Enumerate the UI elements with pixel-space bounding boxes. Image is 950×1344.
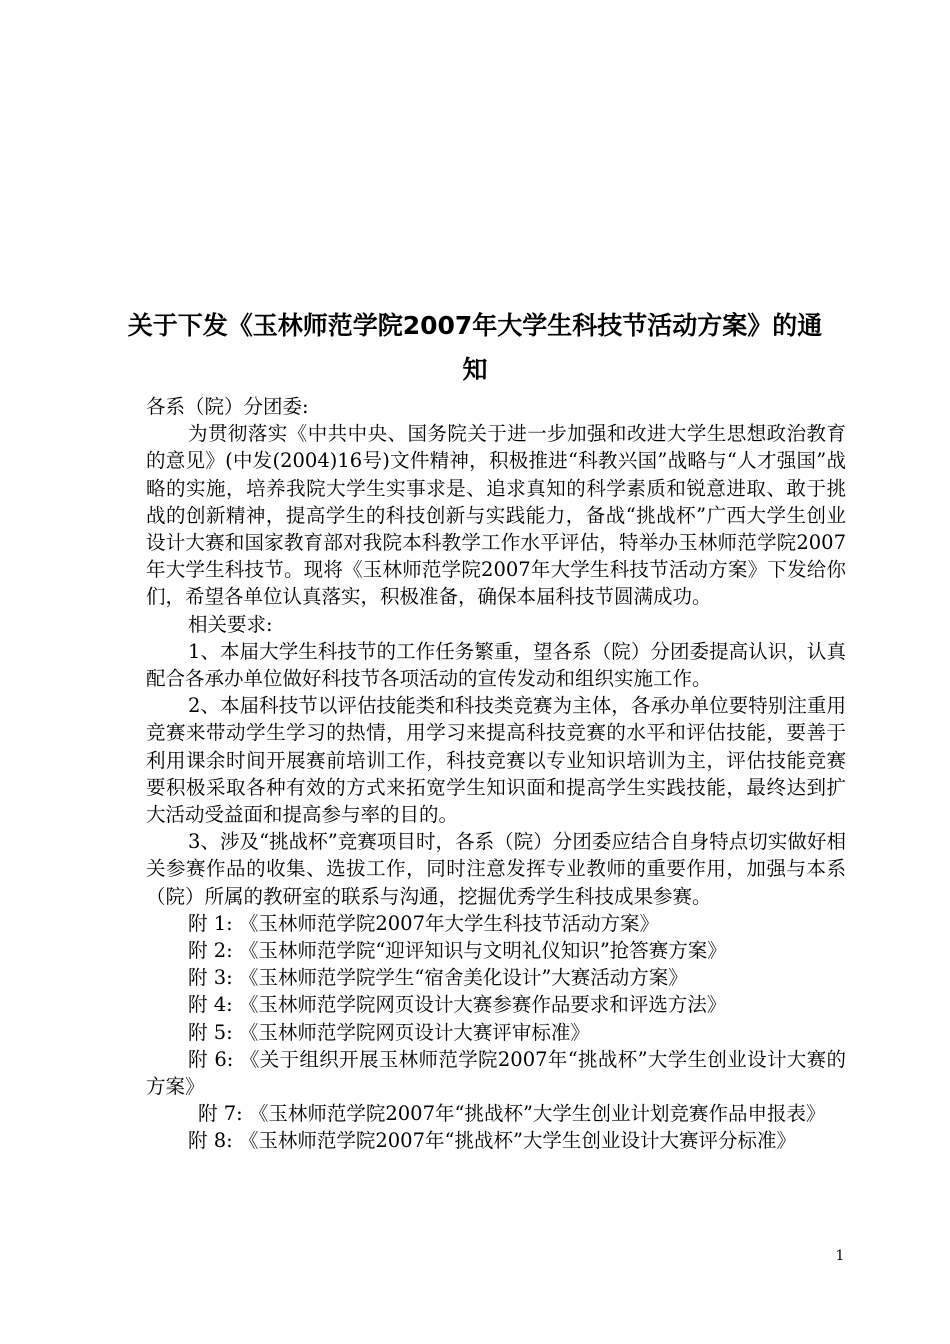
attachment-8: 附 8: 《玉林师范学院2007年“挑战杯”大学生创业设计大赛评分标准》 [188, 1129, 796, 1153]
attachment-7: 附 7: 《玉林师范学院2007年“挑战杯”大学生创业计划竞赛作品申报表》 [198, 1102, 826, 1126]
document-title-line-1: 关于下发《玉林师范学院2007年大学生科技节活动方案》的通 [127, 311, 823, 340]
attachment-3: 附 3: 《玉林师范学院学生“宿舍美化设计”大赛活动方案》 [188, 966, 688, 990]
attachment-1: 附 1: 《玉林师范学院2007年大学生科技节活动方案》 [188, 911, 659, 935]
requirement-3: 3、涉及“挑战杯”竞赛项目时，各系（院）分团委应结合自身特点切实做好相关参赛作品的收集、选拔工作，同时注意发挥专业教师的重要作用，加强与本系（院）所属的教研室的联系与沟通，挖掘优秀学生科技成果参赛。 [146, 830, 846, 908]
salutation: 各系（院）分团委: [146, 395, 309, 418]
requirement-1: 1、本届大学生科技节的工作任务繁重，望各系（院）分团委提高认识，认真配合各承办单位做好科技节各项活动的宣传发动和组织实施工作。 [146, 639, 846, 691]
document-body [146, 393, 846, 1155]
page-number: 1 [835, 1248, 845, 1264]
paragraph-intro: 为贯彻落实《中共中央、国务院关于进一步加强和改进大学生思想政治教育的意见》(中发(2004)16号)文件精神，积极推进“科教兴国”战略与“人才强国”战略的实施，培养我院大学生实事求是、追求真知的科学素质和锐意进取、敢于挑战的创新精神，提高学生的科技创新与实践能力，备战“挑战杯”广西大学生创业设计大赛和国家教育部对我院本科教学工作水平评估，特举办玉林师范学院2007年大学生科技节。现将《玉林师范学院2007年大学生科技节活动方案》下发给你们，希望各单位认真落实，积极准备，确保本届科技节圆满成功。 [146, 422, 846, 609]
attachment-2: 附 2: 《玉林师范学院“迎评知识与文明礼仪知识”抢答赛方案》 [188, 939, 727, 963]
attachment-6: 附 6: 《关于组织开展玉林师范学院2007年“挑战杯”大学生创业设计大赛的方案》 [146, 1047, 846, 1099]
document-title-line-2: 知 [462, 355, 488, 384]
attachment-5: 附 5: 《玉林师范学院网页设计大赛评审标准》 [188, 1020, 590, 1044]
requirements-heading: 相关要求: [188, 612, 273, 636]
requirement-2: 2、本届科技节以评估技能类和科技类竞赛为主体，各承办单位要特别注重用竞赛来带动学生学习的热情，用学习来提高科技竞赛的水平和评估技能，要善于利用课余时间开展赛前培训工作，科技竞赛以专业知识培训为主，评估技能竞赛要积极采取各种有效的方式来拓宽学生知识面和提高学生实践技能，最终达到扩大活动受益面和提高参与率的目的。 [146, 694, 846, 827]
attachment-4: 附 4: 《玉林师范学院网页设计大赛参赛作品要求和评选方法》 [188, 993, 727, 1017]
